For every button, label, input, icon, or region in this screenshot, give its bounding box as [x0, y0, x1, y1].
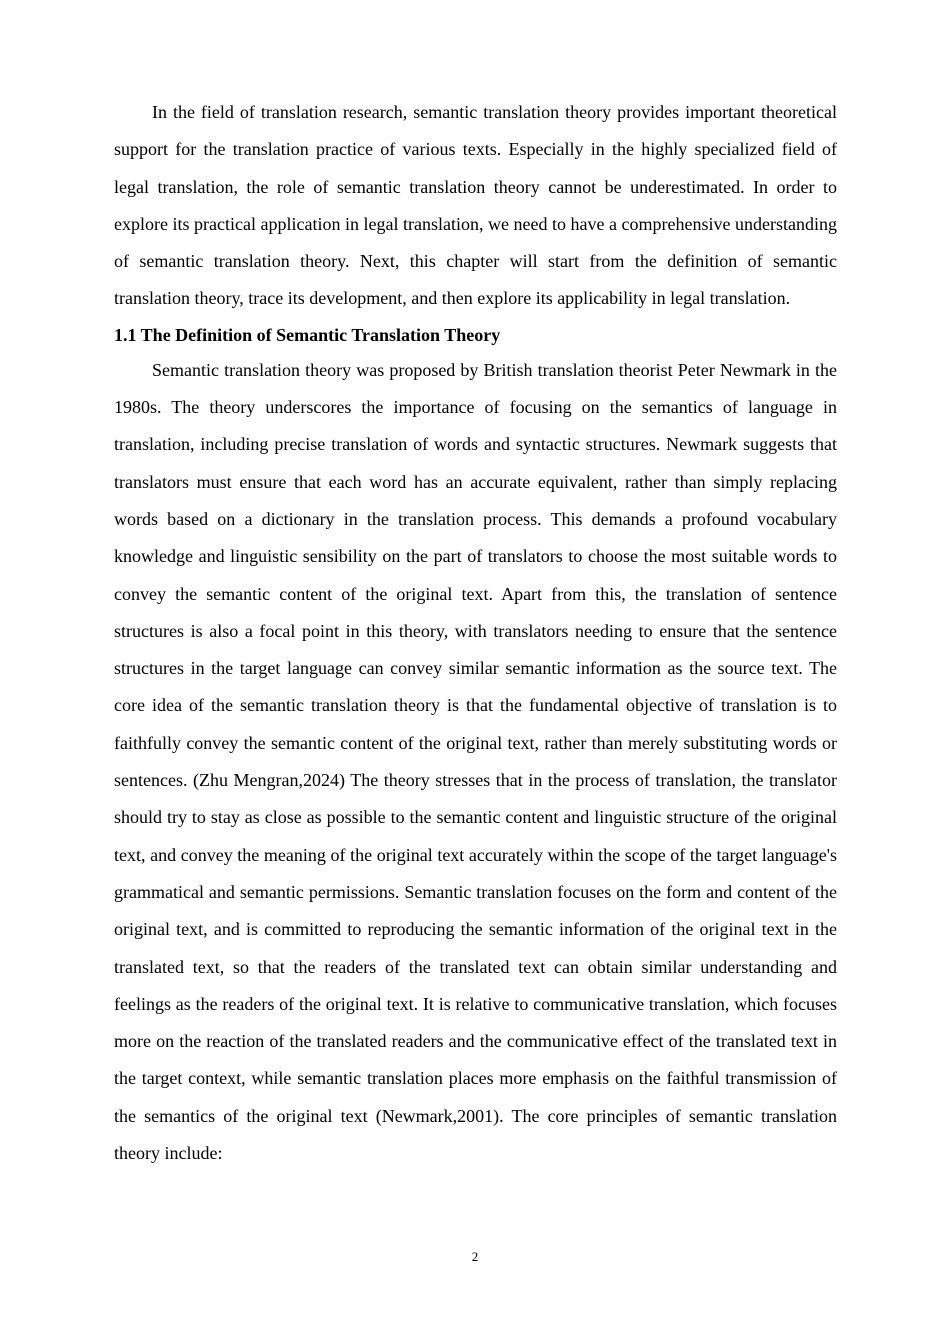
section-heading: 1.1 The Definition of Semantic Translation Theory	[114, 324, 501, 345]
intro-paragraph: In the field of translation research, semantic translation theory provides important theoretical support for the translation practice of various texts. Especially in the highly specialized field of legal translation, the role of semantic translation theory cannot be underestimated. In order to explore its practical application in legal translation, we need to have a comprehensive understanding of semantic translation theory. Next, this chapter will start from the definition of semantic translation theory, trace its development, and then explore its applicability in legal translation.	[114, 102, 837, 309]
section-paragraph: Semantic translation theory was proposed by British translation theorist Peter Newmark in the 1980s. The theory underscores the importance of focusing on the semantics of language in translation, including precise translation of words and syntactic structures. Newmark suggests that translators must ensure that each word has an accurate equivalent, rather than simply replacing words based on a dictionary in the translation process. This demands a profound vocabulary knowledge and linguistic sensibility on the part of translators to choose the most suitable words to convey the semantic content of the original text. Apart from this, the translation of sentence structures is also a focal point in this theory, with translators needing to ensure that the sentence structures in the target language can convey similar semantic information as the source text. The core idea of the semantic translation theory is that the fundamental objective of translation is to faithfully convey the semantic content of the original text, rather than merely substituting words or sentences. (Zhu Mengran,2024) The theory stresses that in the process of translation, the translator should try to stay as close as possible to the semantic content and linguistic structure of the original text, and convey the meaning of the original text accurately within the scope of the target language's grammatical and semantic permissions. Semantic translation focuses on the form and content of the original text, and is committed to reproducing the semantic information of the original text in the translated text, so that the readers of the translated text can obtain similar understanding and feelings as the readers of the original text. It is relative to communicative translation, which focuses more on the reaction of the translated readers and the communicative effect of the translated text in the target context, while semantic translation places more emphasis on the faithful transmission of the semantics of the original text (Newmark,2001). The core principles of semantic translation theory include:	[114, 359, 837, 1164]
page-number: 2	[471, 1249, 479, 1264]
document-page	[114, 94, 837, 1172]
